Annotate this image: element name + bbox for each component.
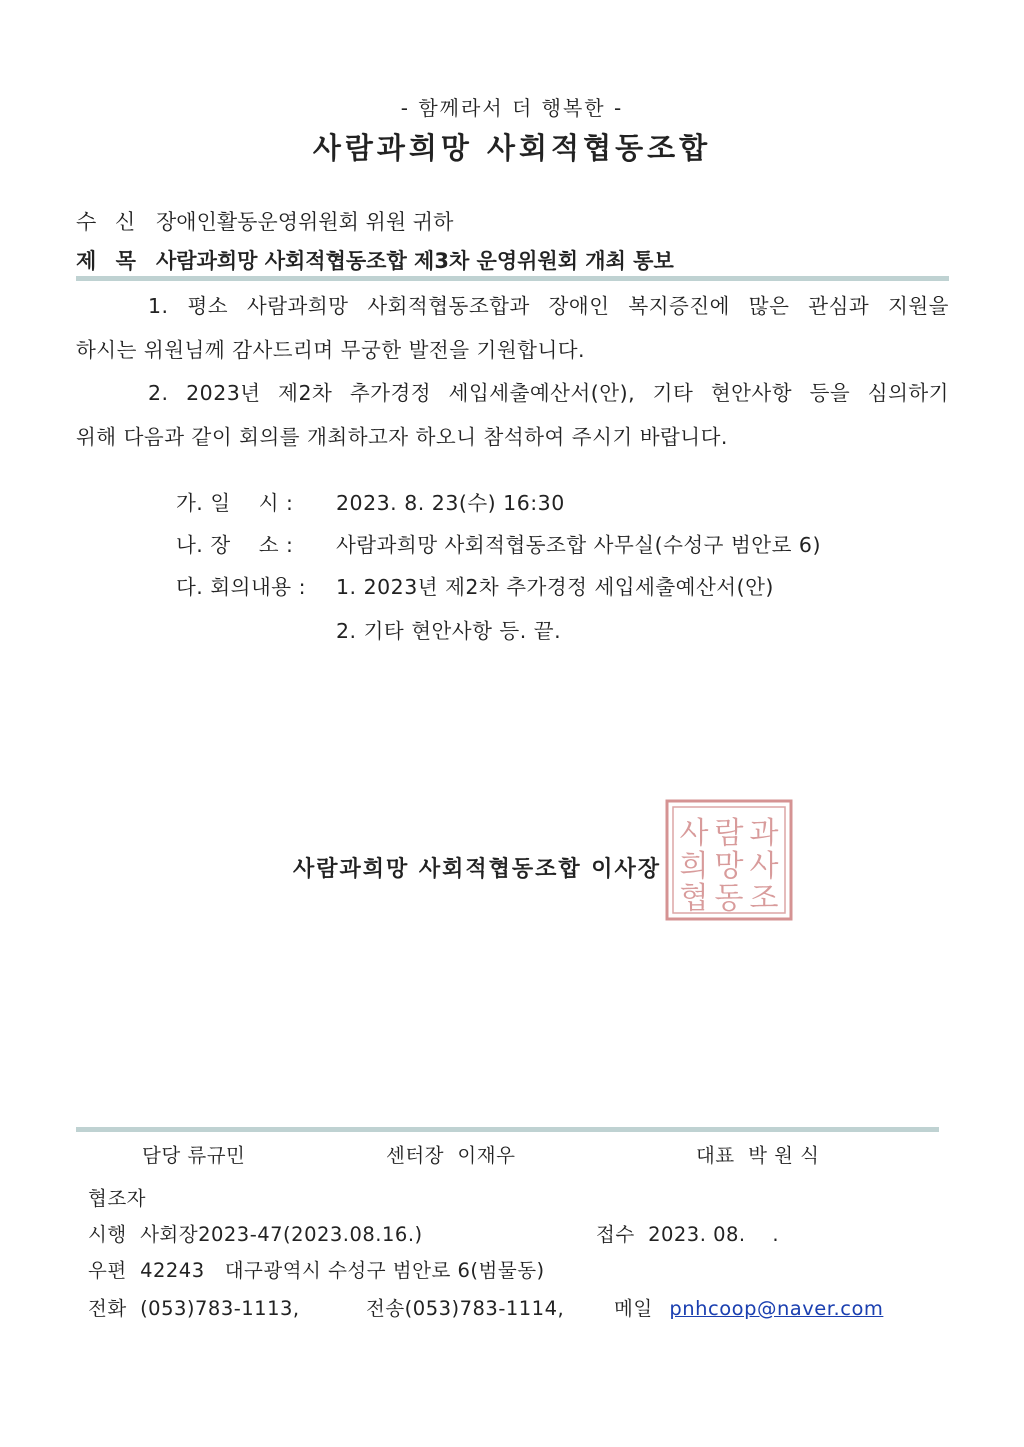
detail-agenda-value-1: 1. 2023년 제2차 추가경정 세입세출예산서(안) — [336, 575, 774, 599]
paragraph-1-line-2: 하시는 위원님께 감사드리며 무궁한 발전을 기원합니다. — [76, 338, 586, 362]
svg-text:희: 희 — [679, 849, 709, 884]
subject-value: 사람과희망 사회적협동조합 제3차 운영위원회 개최 통보 — [156, 249, 674, 273]
signature-line: 사람과희망 사회적협동조합 이사장 — [292, 857, 662, 882]
enforcement-number: 시행 사회장2023-47(2023.08.16.) — [88, 1223, 423, 1246]
email-label: 메일 — [614, 1297, 653, 1320]
fax-number: 전송(053)783-1114, — [366, 1297, 565, 1320]
svg-text:람: 람 — [714, 816, 744, 851]
paragraph-2 — [76, 371, 949, 459]
svg-text:동: 동 — [714, 881, 744, 916]
detail-location — [176, 528, 821, 558]
recipient-row — [76, 206, 453, 236]
recipient-value: 장애인활동운영위원회 위원 귀하 — [156, 210, 454, 234]
receipt-date: 접수 2023. 08. . — [596, 1223, 780, 1246]
svg-text:망: 망 — [714, 849, 744, 884]
detail-datetime-label: 가. 일 시 : — [176, 491, 294, 515]
paragraph-1 — [76, 284, 949, 372]
cooperator-label: 협조자 — [88, 1187, 147, 1210]
detail-agenda-label: 다. 회의내용 : — [176, 575, 306, 599]
approval-center-head: 센터장 이재우 — [386, 1144, 516, 1167]
detail-location-value: 사람과희망 사회적협동조합 사무실(수성구 범안로 6) — [336, 533, 821, 557]
svg-text:조: 조 — [749, 881, 779, 916]
svg-text:협: 협 — [679, 881, 709, 916]
phone-number: 전화 (053)783-1113, — [88, 1297, 300, 1320]
subject-row — [76, 245, 674, 275]
email-link[interactable]: pnhcoop@naver.com — [669, 1297, 884, 1320]
paragraph-1-line-1: 1. 평소 사람과희망 사회적협동조합과 장애인 복지증진에 많은 관심과 지원을 — [148, 294, 949, 318]
subject-label: 제 목 — [76, 249, 142, 273]
approval-staff: 담당 류규민 — [142, 1144, 246, 1167]
detail-agenda — [176, 570, 774, 600]
email-row — [614, 1293, 883, 1321]
svg-text:과: 과 — [749, 816, 779, 851]
svg-text:사: 사 — [679, 816, 709, 851]
svg-text:사: 사 — [749, 849, 779, 884]
footer-divider — [76, 1127, 939, 1132]
organization-title: 사람과희망 사회적협동조합 — [312, 131, 712, 165]
paragraph-2-line-1: 2. 2023년 제2차 추가경정 세입세출예산서(안), 기타 현안사항 등을 심의하기 — [148, 381, 949, 405]
slogan: - 함께라서 더 행복한 - — [400, 96, 624, 120]
header-divider — [76, 276, 949, 281]
postal-address: 우편 42243 대구광역시 수성구 범안로 6(범물동) — [88, 1259, 545, 1282]
approval-representative: 대표 박 원 식 — [696, 1144, 820, 1167]
recipient-label: 수 신 — [76, 210, 142, 234]
detail-agenda-value-2: 2. 기타 현안사항 등. 끝. — [336, 619, 562, 643]
detail-datetime-value: 2023. 8. 23(수) 16:30 — [336, 491, 565, 515]
detail-location-label: 나. 장 소 : — [176, 533, 294, 557]
paragraph-2-line-2: 위해 다음과 같이 회의를 개최하고자 하오니 참석하여 주시기 바랍니다. — [76, 425, 728, 449]
detail-datetime — [176, 486, 565, 516]
official-seal — [664, 798, 794, 922]
